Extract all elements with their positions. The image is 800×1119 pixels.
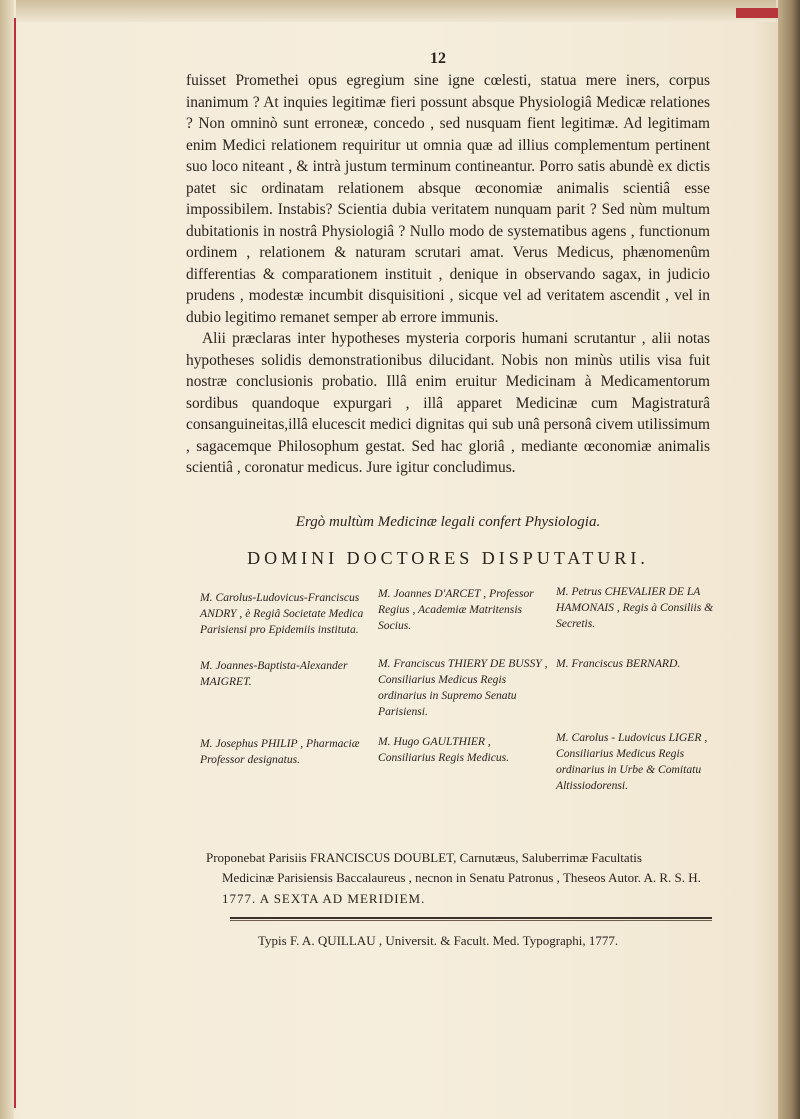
red-margin-rule — [14, 18, 16, 1108]
red-tab — [736, 8, 778, 18]
doctor-entry: M. Franciscus BERNARD. — [556, 657, 681, 670]
doctor-entry: M. Joannes-Baptista-Alexander MAIGRET. — [200, 659, 348, 688]
printer-imprint: Typis F. A. QUILLAU , Universit. & Facult. Med. Typographi, 1777. — [258, 933, 619, 948]
doctor-entry: M. Hugo GAULTHIER , Consiliarius Regis Medicus. — [378, 735, 510, 764]
separator-rule-thin — [230, 920, 712, 921]
doctor-entry: M. Josephus PHILIP , Pharmaciæ Professor designatus. — [200, 737, 360, 766]
paragraph-2: Alii præclaras inter hypotheses mysteria corporis humani scrutantur , alii notas hypotheses solidis demonstrationibus dilucidant. Nobis non minùs utilis visa fuit nostræ conclusionis probatio. Illâ enim eruitur Medicinam à Medicamentorum sordibus quandoque expurgari , illâ apparet Medicinæ cum Magistraturâ consanguineitas,illâ elucescit medici dignitas qui sub unâ personâ civem utilissimum , sagacemque Philosophum gestat. Sed hac gloriâ , mediante œconomiæ animalis scientiâ , coronatur medicus. Jure igitur concludimus. — [186, 330, 710, 476]
footer-line-2: Medicinæ Parisiensis Baccalaureus , necnon in Senatu Patronus , Theseos Autor. A. R. S. H. — [222, 870, 701, 885]
paragraph-1: fuisset Promethei opus egregium sine igne cœlesti, statua mere iners, corpus inanimum ? At inquies legitimæ fieri possunt absque Physiologiâ Medicæ relationes ? Non omninò sunt erroneæ, concedo , sed nusquam fient legitimæ. Ad legitimam enim Medici relationem requiritur ut omnia quæ ad illius complementum pertinent suo loco niteant , & intrà justum terminum contineantur. Porro satis abundè ex dictis patet sic ordinatam relationem absque œconomiæ animalis scientiâ esse impossibilem. Instabis? Scientia dubia veritatem nunquam parit ? Sed nùm multum dubitationis in nostrâ Physiologiâ ? Nullo modo de systematibus agens , functionum ordinem , relationem & naturam scrutari amat. Verus Medicus, phænomenûm differentias & comparationem instituit , denique in observando sagax, in judicio prudens , modestæ incumbit disquisitioni , sicque vel ad veritatem ascendit , vel in dubio legitimo remanet semper ab errore immunis. — [186, 72, 710, 326]
page-number: 12 — [430, 50, 446, 67]
body-text — [186, 70, 710, 479]
separator-rule — [230, 917, 712, 919]
page-top-edge — [16, 0, 776, 22]
conclusion-line: Ergò multùm Medicinæ legali confert Physiologia. — [295, 514, 601, 530]
footer-line-3: 1777. A SEXTA AD MERIDIEM. — [222, 891, 426, 906]
doctor-entry: M. Petrus CHEVALIER DE LA HAMONAIS , Regis à Consiliis & Secretis. — [556, 585, 714, 630]
page-left-edge — [0, 0, 14, 1119]
doctor-entry: M. Franciscus THIERY DE BUSSY , Consiliarius Medicus Regis ordinarius in Supremo Senatu Parisiensi. — [378, 657, 548, 718]
binding-shadow — [778, 0, 800, 1119]
doctor-entry: M. Joannes D'ARCET , Professor Regius , Academiæ Matritensis Socius. — [378, 587, 534, 632]
doctor-entry: M. Carolus-Ludovicus-Franciscus ANDRY , è Regiâ Societate Medica Parisiensi pro Epidemiis instituta. — [200, 591, 364, 636]
doctor-entry: M. Carolus - Ludovicus LIGER , Consiliarius Medicus Regis ordinarius in Urbe & Comitatu Altissiodorensi. — [556, 731, 708, 792]
footer-line-1: Proponebat Parisiis FRANCISCUS DOUBLET, Carnutæus, Saluberrimæ Facultatis — [206, 850, 642, 865]
doctors-heading: DOMINI DOCTORES DISPUTATURI. — [247, 548, 649, 568]
